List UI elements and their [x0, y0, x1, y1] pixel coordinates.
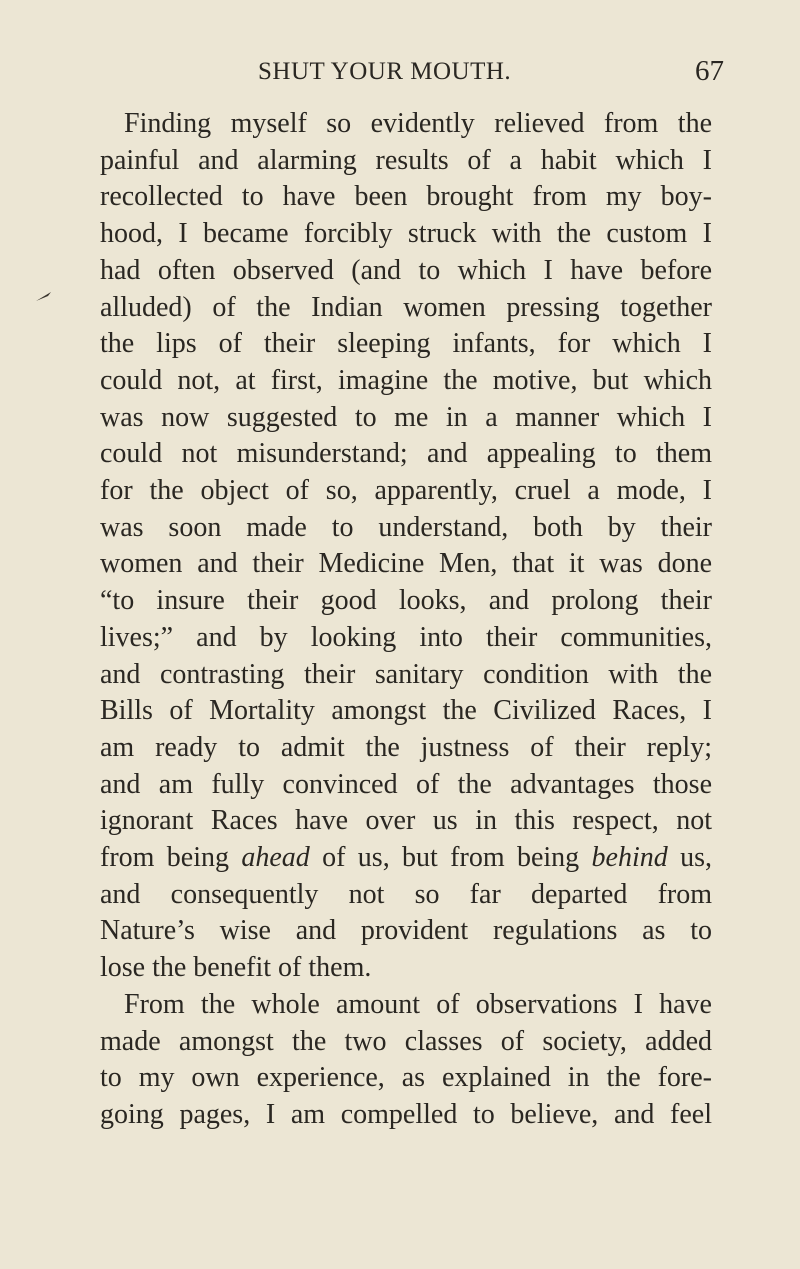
text-line: recollected to have been brought from my boy-	[100, 181, 712, 213]
paragraph-2	[100, 987, 712, 1134]
text-segment: us,	[667, 842, 712, 874]
text-line: painful and alarming results of a habit which I	[100, 144, 712, 176]
text-line: was now suggested to me in a manner which I	[100, 401, 712, 433]
text-line-with-italics	[100, 840, 712, 877]
text-line: alluded) of the Indian women pressing together	[100, 291, 712, 323]
italic-word-ahead: ahead	[241, 842, 310, 874]
text-line: ignorant Races have over us in this respect, not	[100, 805, 712, 837]
text-line: and contrasting their sanitary condition with the	[100, 658, 712, 690]
text-segment: from being	[100, 842, 242, 874]
text-line: “to insure their good looks, and prolong their	[100, 585, 712, 617]
text-line: women and their Medicine Men, that it was done	[100, 548, 712, 580]
running-title: SHUT YOUR MOUTH.	[258, 58, 512, 85]
text-line: could not misunderstand; and appealing to them	[100, 438, 712, 470]
text-line: had often observed (and to which I have before	[100, 254, 712, 286]
paragraph-1	[100, 106, 712, 987]
text-line: made amongst the two classes of society, added	[100, 1025, 712, 1057]
text-line: going pages, I am compelled to believe, and feel	[100, 1098, 712, 1130]
text-line: the lips of their sleeping infants, for which I	[100, 328, 712, 360]
text-line: hood, I became forcibly struck with the custom I	[100, 218, 712, 250]
text-line: Bills of Mortality amongst the Civilized Races, I	[100, 695, 712, 727]
text-line: Finding myself so evidently relieved from the	[124, 108, 712, 139]
text-line: Nature’s wise and provident regulations as to	[100, 915, 712, 947]
text-line: From the whole amount of observations I have	[124, 988, 712, 1020]
text-line: for the object of so, apparently, cruel a mode, I	[100, 475, 712, 507]
page-number: 67	[695, 55, 724, 87]
running-head	[120, 55, 724, 95]
text-line: and am fully convinced of the advantages those	[100, 768, 712, 800]
text-line: was soon made to understand, both by their	[100, 511, 712, 543]
text-line: lose the benefit of them.	[100, 952, 372, 984]
body-text	[100, 106, 712, 1134]
text-line: lives;” and by looking into their communities,	[100, 621, 712, 653]
text-line: and consequently not so far departed from	[100, 878, 712, 910]
italic-word-behind: behind	[591, 842, 668, 874]
text-line: to my own experience, as explained in the fore-	[100, 1062, 712, 1094]
text-line: could not, at first, imagine the motive, but which	[100, 364, 712, 396]
text-segment: of us, but from being	[309, 842, 592, 874]
margin-pencil-mark	[35, 290, 53, 302]
text-line: am ready to admit the justness of their reply;	[100, 731, 712, 763]
